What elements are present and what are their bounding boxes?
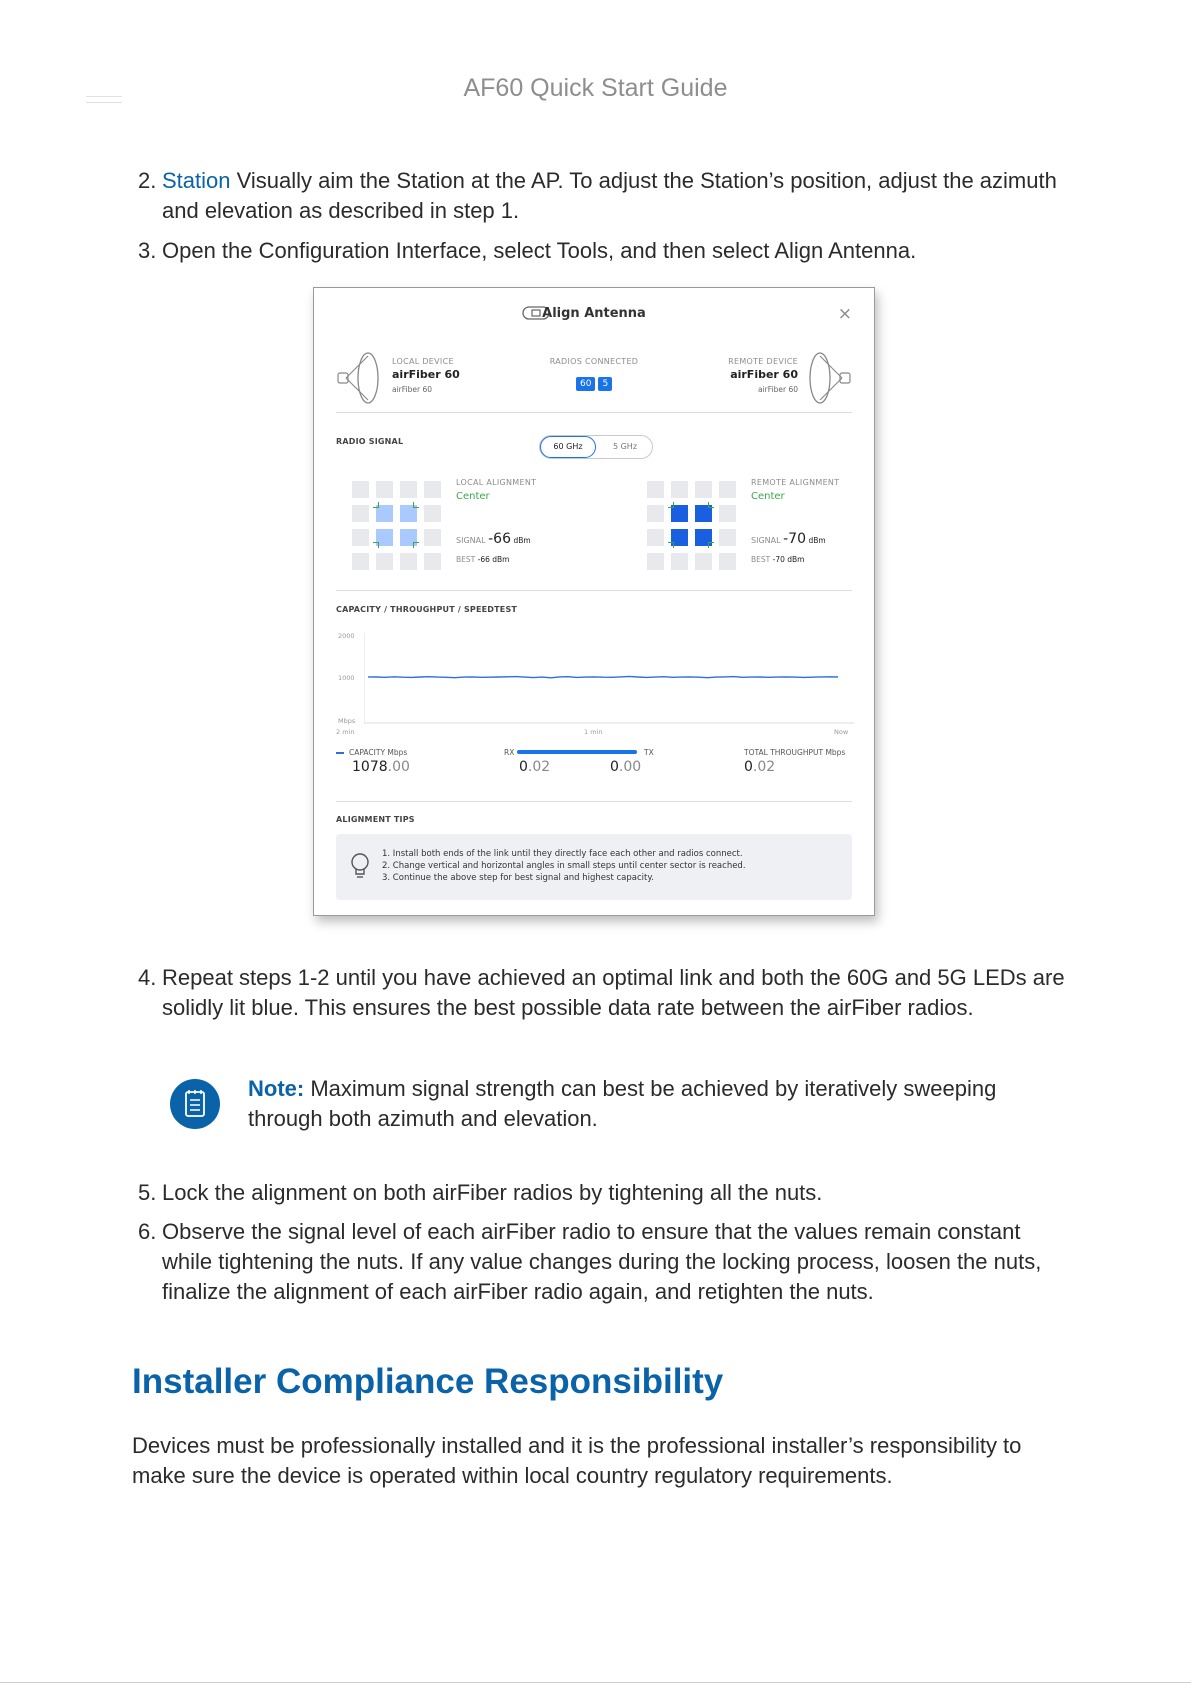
note-lead: Note:: [248, 1076, 305, 1101]
toggle-5ghz[interactable]: 5 GHz: [612, 442, 638, 451]
y-tick-unit: Mbps: [338, 717, 356, 725]
capacity-chart: [364, 633, 854, 725]
alignment-tips-heading: ALIGNMENT TIPS: [336, 815, 415, 824]
center-marker: [413, 502, 419, 508]
remote-signal-unit: dBm: [808, 536, 826, 545]
panel-title: Align Antenna: [542, 306, 646, 321]
center-marker: [668, 542, 674, 548]
local-alignment-status: Center: [456, 491, 490, 502]
rx-value-main: 0: [519, 759, 528, 775]
alignment-cell: [647, 481, 664, 498]
total-throughput-value: [744, 759, 775, 775]
alignment-cell: [647, 553, 664, 570]
step-number: 2.: [138, 168, 157, 193]
alignment-cell: [352, 529, 369, 546]
alignment-cell: [424, 505, 441, 522]
remote-best-value: -70 dBm: [772, 555, 805, 564]
step-text: Lock the alignment on both airFiber radios by tightening all the nuts.: [162, 1180, 823, 1205]
alignment-tips-list: [382, 848, 746, 884]
alignment-cell: [424, 481, 441, 498]
local-device-label: LOCAL DEVICE: [392, 357, 454, 366]
alignment-cell: [424, 529, 441, 546]
radios-badges: [576, 371, 615, 391]
step-number: 3.: [138, 238, 157, 263]
local-signal-unit: dBm: [513, 536, 531, 545]
alignment-cell: [671, 481, 688, 498]
total-throughput-unit: Mbps: [825, 748, 846, 757]
y-tick-2000: 2000: [338, 632, 355, 640]
step-5: [138, 1178, 1068, 1208]
lightbulb-icon: [350, 852, 370, 880]
x-tick-start: 2 min: [336, 728, 355, 736]
local-alignment-label: LOCAL ALIGNMENT: [456, 478, 537, 487]
alignment-cell: [376, 553, 393, 570]
remote-dish-icon: [804, 350, 852, 406]
alignment-cell: [352, 505, 369, 522]
note-text: [248, 1074, 1008, 1134]
radio-badge-5: 5: [598, 377, 612, 391]
remote-alignment-status: Center: [751, 491, 785, 502]
capacity-legend-swatch: [336, 752, 344, 754]
total-value-dec: .02: [752, 759, 776, 775]
center-marker: [668, 502, 674, 508]
tip-item: 3. Continue the above step for best signal and highest capacity.: [382, 873, 654, 883]
step-number: 5.: [138, 1180, 157, 1205]
x-tick-end: Now: [834, 728, 849, 736]
tx-value: [610, 759, 641, 775]
center-marker: [373, 542, 379, 548]
alignment-cell: [647, 529, 664, 546]
radio-badge-60: 60: [576, 377, 595, 391]
local-best-value: -66 dBm: [477, 555, 510, 564]
remote-signal-value: -70: [783, 531, 806, 547]
alignment-cell: [719, 553, 736, 570]
band-toggle[interactable]: [539, 435, 653, 459]
step-text: Repeat steps 1-2 until you have achieved an optimal link and both the 60G and 5G LEDs are solidly lit blue. This ensures the best possible data rate between the airFiber radios.: [162, 965, 1065, 1020]
step-lead: Station: [162, 168, 231, 193]
divider: [336, 590, 852, 591]
local-best-label: BEST: [456, 555, 476, 564]
radios-connected-label: RADIOS CONNECTED: [549, 357, 639, 366]
tx-value-dec: .00: [618, 759, 642, 775]
alignment-cell: [400, 553, 417, 570]
tip-item: 1. Install both ends of the link until they directly face each other and radios connect.: [382, 849, 743, 859]
alignment-cell: [695, 481, 712, 498]
alignment-cell: [719, 481, 736, 498]
alignment-cell: [352, 481, 369, 498]
alignment-cell: [719, 529, 736, 546]
local-signal-label: SIGNAL: [456, 536, 486, 545]
remote-signal-label: SIGNAL: [751, 536, 781, 545]
center-marker: [708, 542, 714, 548]
alignment-tips-box: [336, 834, 852, 900]
tip-item: 2. Change vertical and horizontal angles in small steps until center sector is reached.: [382, 861, 746, 871]
alignment-cell: [376, 481, 393, 498]
capacity-heading: CAPACITY / THROUGHPUT / SPEEDTEST: [336, 605, 518, 614]
close-icon[interactable]: ×: [837, 304, 852, 324]
local-alignment-grid: [350, 479, 446, 575]
step-text: Open the Configuration Interface, select Tools, and then select Align Antenna.: [162, 238, 917, 263]
footer-line: [0, 1682, 1191, 1683]
section-body: Devices must be professionally installed and it is the professional installer’s responsibility to make sure the device is operated within local country regulatory requirements.: [132, 1433, 1022, 1488]
center-marker: [413, 542, 419, 548]
capacity-value-main: 1078: [352, 759, 388, 775]
capacity-series-line: [368, 676, 838, 677]
header-mark: [86, 96, 122, 103]
page-header-title: AF60 Quick Start Guide: [463, 74, 728, 102]
capacity-label-text: CAPACITY: [349, 748, 386, 757]
remote-device-sub: airFiber 60: [757, 385, 798, 394]
remote-alignment-label: REMOTE ALIGNMENT: [751, 478, 840, 487]
local-signal: [456, 531, 531, 547]
total-throughput-label: [744, 748, 845, 757]
capacity-value: [352, 759, 410, 775]
alignment-cell: [719, 505, 736, 522]
alignment-cell: [671, 553, 688, 570]
step-number: 6.: [138, 1219, 157, 1244]
radio-signal-heading: RADIO SIGNAL: [336, 437, 404, 446]
total-value-main: 0: [744, 759, 753, 775]
capacity-unit: Mbps: [387, 748, 408, 757]
remote-best: [751, 555, 804, 564]
toggle-60ghz[interactable]: 60 GHz: [540, 436, 596, 458]
capacity-label: [336, 748, 407, 757]
rx-tx-bar: [517, 750, 637, 754]
y-tick-1000: 1000: [338, 674, 355, 682]
capacity-value-dec: .00: [387, 759, 410, 775]
remote-signal: [751, 531, 826, 547]
remote-alignment-grid: [645, 479, 741, 575]
step-3: [138, 236, 1068, 266]
divider: [336, 801, 852, 802]
total-throughput-label-text: TOTAL THROUGHPUT: [744, 748, 824, 757]
section-heading: Installer Compliance Responsibility: [132, 1362, 724, 1401]
alignment-cell: [695, 553, 712, 570]
align-antenna-panel: [313, 287, 875, 916]
local-device-name: airFiber 60: [392, 368, 460, 381]
center-marker: [373, 502, 379, 508]
x-tick-mid: 1 min: [584, 728, 603, 736]
step-2: [138, 166, 1068, 226]
notepad-icon: [170, 1079, 220, 1129]
tx-value-main: 0: [610, 759, 619, 775]
center-marker: [708, 502, 714, 508]
note-icon: [170, 1079, 220, 1129]
alignment-cell: [647, 505, 664, 522]
step-text: Observe the signal level of each airFiber radio to ensure that the values remain constant while tightening the nuts. If any value changes during the locking process, loosen the nuts, finalize the alignment of each airFiber radio again, and retighten the nuts.: [162, 1219, 1042, 1304]
alignment-cell: [352, 553, 369, 570]
local-device-sub: airFiber 60: [392, 385, 433, 394]
rx-label: RX: [504, 748, 515, 757]
remote-best-label: BEST: [751, 555, 771, 564]
rx-value: [519, 759, 550, 775]
remote-device-name: airFiber 60: [730, 368, 798, 381]
remote-device-label: REMOTE DEVICE: [728, 357, 798, 366]
alignment-cell: [424, 553, 441, 570]
step-4: [138, 963, 1068, 1023]
step-6: [138, 1217, 1068, 1307]
alignment-cell: [400, 481, 417, 498]
note-body: Maximum signal strength can best be achieved by iteratively sweeping through both azimuth and elevation.: [248, 1076, 997, 1131]
divider: [336, 412, 852, 413]
local-best: [456, 555, 509, 564]
step-number: 4.: [138, 965, 157, 990]
local-signal-value: -66: [488, 531, 511, 547]
step-text: Visually aim the Station at the AP. To adjust the Station’s position, adjust the azimuth and elevation as described in step 1.: [162, 168, 1057, 223]
rx-value-dec: .02: [527, 759, 551, 775]
tx-label: TX: [644, 748, 654, 757]
